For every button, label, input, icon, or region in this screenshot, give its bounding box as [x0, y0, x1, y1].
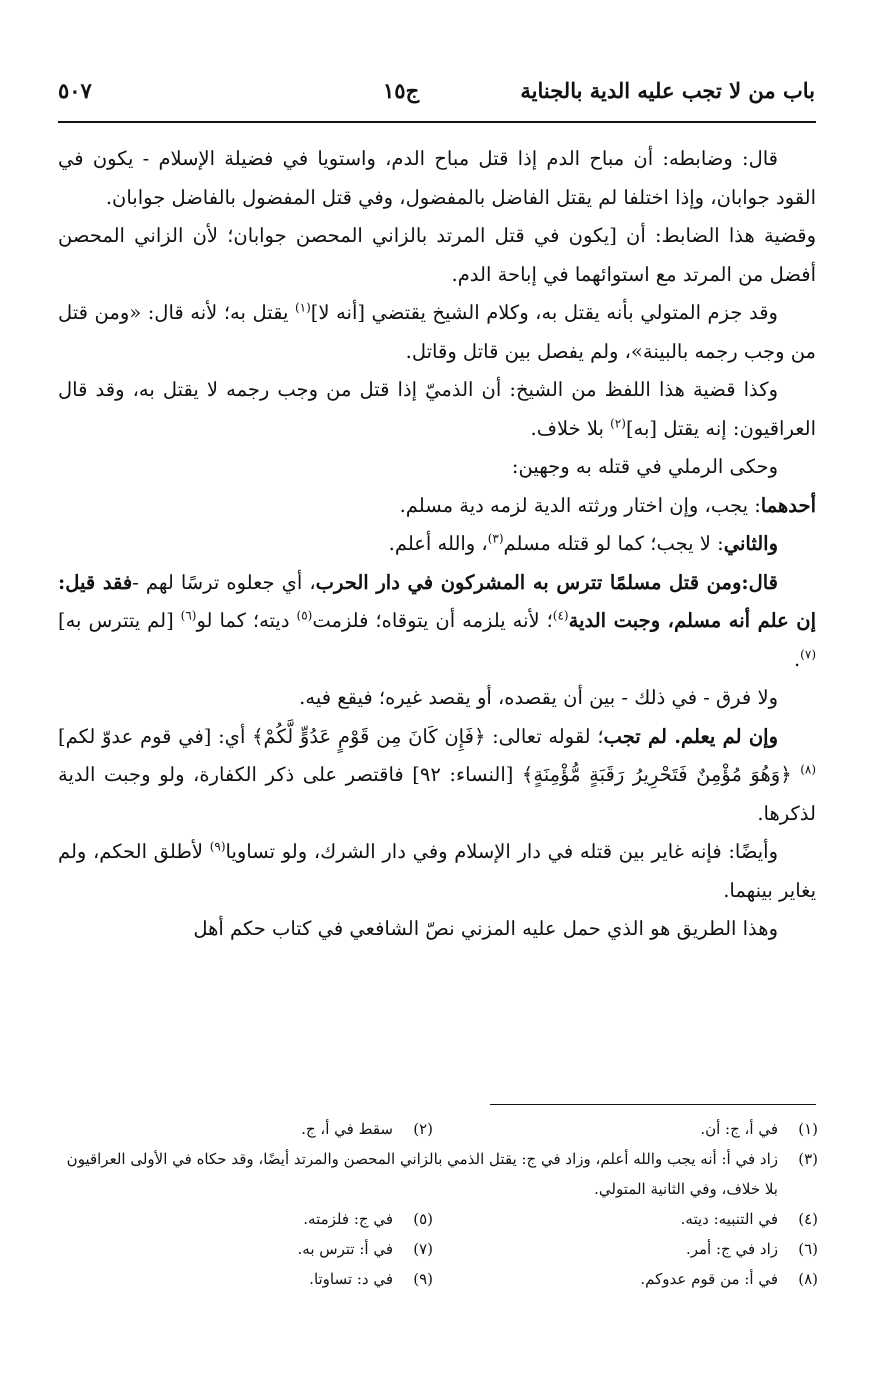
footnote-ref: (١) [294, 300, 311, 315]
footnote [309, 1264, 433, 1294]
footnote-number: (٢) [413, 1120, 433, 1138]
footnote-text: زاد في أ: أنه يجب والله أعلم، وزاد في ج: يقتل الذمي بالزاني المحصن والمرتد أيضًا، وقد حكاه في الأولى العراقيون بلا خلاف، وفي الثانية المتولي. [66, 1150, 778, 1198]
footnote-text: في ج: فلزمته. [303, 1210, 393, 1228]
footnotes [58, 1114, 818, 1294]
footnote-ref: (٥) [296, 608, 313, 623]
text-run: ، أي جعلوه ترسًا لهم - [132, 570, 316, 594]
footnote-ref: (٩) [209, 839, 226, 854]
paragraph: قال: وضابطه: أن مباح الدم إذا قتل مباح الدم، واستويا في فضيلة الإسلام - يكون في القود جوابان، وإذا اختلفا لم يقتل الفاضل بالمفضول، وفي قتل المفضول بالفاضل جوابان. [58, 147, 816, 209]
text-run: وكذا قضية هذا اللفظ من الشيخ: أن الذميّ إذا قتل من وجب رجمه لا يقتل به، وقد قال العراقيون: إنه يقتل [به] [58, 378, 816, 440]
paragraph: وهذا الطريق هو الذي حمل عليه المزني نصّ الشافعي في كتاب حكم أهل [193, 917, 778, 940]
footnote-row [58, 1264, 818, 1294]
footnote-number: (٩) [413, 1270, 433, 1288]
footnote-row [58, 1234, 818, 1264]
text-run: وأيضًا: فإنه غاير بين قتله في دار الإسلام وفي دار الشرك، ولو تساويا [225, 840, 778, 863]
text-run: ديته؛ كما لو [196, 609, 297, 632]
footnote-number: (٧) [413, 1240, 433, 1258]
page-header [58, 78, 815, 114]
text-run: : لا يجب؛ كما لو قتله مسلم [503, 532, 724, 555]
text-run: [لم يتترس به] [58, 609, 181, 632]
paragraph [58, 564, 816, 680]
footnote-number: (١) [798, 1120, 818, 1138]
text-run: يقتل به؛ لأنه قال: «ومن قتل من وجب رجمه بالبينة»، ولم يفصل بين قاتل وقاتل. [58, 301, 816, 363]
text-run: : يجب، وإن اختار ورثته الدية لزمه دية مسلم. [399, 493, 761, 517]
text-run: ؛ لقوله تعالى: ﴿فَإِن كَانَ مِن قَوْمٍ عَدُوٍّ لَّكُمْ﴾ أي: [في قوم عدوّ لكم] [58, 724, 604, 748]
paragraph: وقضية هذا الضابط: أن [يكون في قتل المرتد بالزاني المحصن جوابان؛ لأن الزاني المحصن أفضل من المرتد مع استوائهما في إباحة الدم. [58, 224, 816, 286]
footnote-ref: (٣) [487, 531, 504, 546]
footnote-number: (٤) [798, 1210, 818, 1228]
footnote-number: (٥) [413, 1210, 433, 1228]
footnote [640, 1264, 818, 1294]
paragraph [58, 371, 816, 448]
text-run: فقد قيل: إن علم أنه مسلم، وجبت الدية [58, 570, 816, 632]
footnote-row [58, 1114, 818, 1144]
footnote [681, 1204, 818, 1234]
paragraph [58, 487, 816, 526]
text-run: ﴿وَهُوَ مُؤْمِنٌ فَتَحْرِيرُ رَقَبَةٍ مُّؤْمِنَةٍ﴾ [النساء: ٩٢] فاقتصر على ذكر الكفارة، ولو وجبت الدية لذكرها. [58, 763, 816, 825]
footnote-row [58, 1204, 818, 1234]
footnote-text: في أ: تترس به. [297, 1240, 393, 1258]
paragraph: ولا فرق - في ذلك - بين أن يقصده، أو يقصد غيره؛ فيقع فيه. [299, 686, 778, 709]
footnote-text: زاد في ج: أمر. [685, 1240, 778, 1258]
footnote-ref: (٧) [800, 647, 816, 661]
paragraph [58, 718, 816, 834]
footnote-text: في أ: من قوم عدوكم. [640, 1270, 778, 1288]
footnote [301, 1114, 433, 1144]
footnote-ref: (٢) [610, 416, 626, 430]
main-text [58, 140, 816, 949]
paragraph [58, 525, 816, 564]
footnote-number: (٨) [798, 1270, 818, 1288]
paragraph [58, 833, 816, 910]
text-run: ، والله أعلم. [388, 532, 488, 555]
text-run: وقد جزم المتولي بأنه يقتل به، وكلام الشيخ يقتضي [أنه لا] [310, 301, 778, 324]
page-number: ٥٠٧ [58, 78, 92, 103]
footnote-number: (٣) [798, 1150, 818, 1168]
text-run: بلا خلاف. [530, 416, 611, 440]
footnote-row [58, 1144, 818, 1204]
footnote [58, 1144, 818, 1204]
volume-label: ج١٥ [383, 78, 420, 103]
text-run: . [793, 647, 801, 671]
text-run: لأطلق الحكم، ولم يغاير بينهما. [58, 840, 816, 902]
footnote-rule [490, 1104, 816, 1105]
paragraph [58, 294, 816, 371]
text-run: ؛ لأنه يلزمه أن يتوقاه؛ فلزمت [312, 609, 553, 632]
footnote [700, 1114, 818, 1144]
footnote-text: في د: تساوتا. [309, 1270, 393, 1288]
chapter-title: باب من لا تجب عليه الدية بالجناية [520, 78, 815, 103]
footnote [298, 1234, 433, 1264]
footnote-text: في التنبيه: ديته. [680, 1210, 778, 1228]
footnote-number: (٦) [798, 1240, 818, 1258]
text-run: قال:ومن قتل مسلمًا تترس به المشركون في دار الحرب [315, 570, 778, 594]
footnote-ref: (٨) [800, 762, 817, 777]
footnote [686, 1234, 818, 1264]
header-rule [58, 121, 816, 123]
footnote-text: في أ، ج: أن. [700, 1120, 778, 1138]
footnote-ref: (٦) [180, 608, 197, 623]
paragraph: وحكى الرملي في قتله به وجهين: [511, 455, 778, 478]
text-run: أحدهما [760, 493, 816, 517]
footnote-text: سقط في أ، ج. [301, 1120, 393, 1138]
text-run: والثاني [723, 532, 778, 555]
footnote [303, 1204, 433, 1234]
footnote-ref: (٤) [552, 608, 569, 623]
text-run: وإن لم يعلم. لم تجب [603, 724, 778, 748]
